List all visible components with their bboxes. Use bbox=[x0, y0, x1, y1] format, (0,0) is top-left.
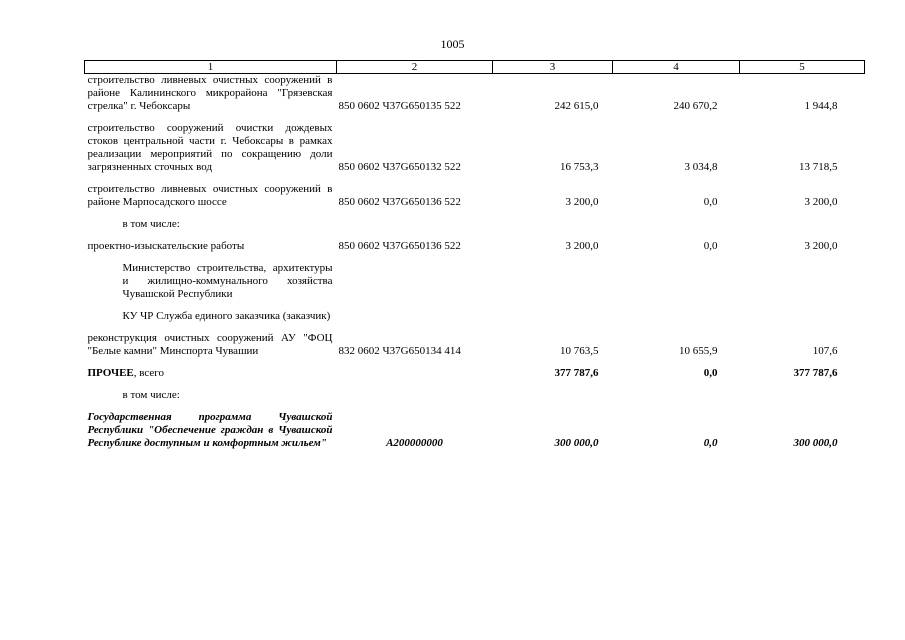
table-row bbox=[85, 262, 865, 301]
row-code: 832 0602 Ч37G650134 414 bbox=[338, 345, 461, 357]
row-code: 850 0602 Ч37G650136 522 bbox=[338, 240, 461, 252]
row-value-col3: 10 763,5 bbox=[560, 345, 599, 357]
row-value-col3: 16 753,3 bbox=[560, 161, 599, 173]
row-value-col4: 0,0 bbox=[703, 196, 718, 208]
row-value-col4: 10 655,9 bbox=[679, 345, 718, 357]
row-code: А200000000 bbox=[386, 437, 443, 449]
row-value-col4: 240 670,2 bbox=[673, 100, 718, 112]
table-row bbox=[85, 183, 865, 209]
table-row bbox=[85, 240, 865, 253]
row-value-col3: 3 200,0 bbox=[565, 196, 599, 208]
row-code: 850 0602 Ч37G650135 522 bbox=[338, 100, 461, 112]
table-row bbox=[85, 122, 865, 174]
row-value-col4: 3 034,8 bbox=[684, 161, 718, 173]
row-value-col5: 300 000,0 bbox=[793, 437, 838, 449]
column-header: 5 bbox=[740, 61, 865, 74]
row-value-col5: 3 200,0 bbox=[804, 196, 838, 208]
table-row bbox=[85, 74, 865, 114]
row-description: КУ ЧР Служба единого заказчика (заказчик) bbox=[122, 310, 331, 322]
table-row bbox=[85, 389, 865, 402]
row-description: Государственная программа Чувашской Республики "Обеспечение граждан в Чувашской Республике доступным и комфортным жильем" bbox=[87, 411, 333, 449]
row-value-col5: 13 718,5 bbox=[799, 161, 838, 173]
row-value-col4: 0,0 bbox=[703, 240, 718, 252]
row-value-col5: 1 944,8 bbox=[804, 100, 838, 112]
row-description: строительство ливневых очистных сооружений в районе Марпосадского шоссе bbox=[87, 183, 333, 208]
row-description bbox=[85, 367, 337, 380]
row-description: строительство ливневых очистных сооружений в районе Калининского микрорайона "Грязевская стрелка" г. Чебоксары bbox=[87, 74, 333, 112]
row-description: реконструкция очистных сооружений АУ "ФОЦ "Белые камни" Минспорта Чувашии bbox=[87, 332, 333, 357]
column-header: 1 bbox=[85, 61, 337, 74]
section-title: ПРОЧЕЕ bbox=[87, 367, 134, 379]
row-description: строительство сооружений очистки дождевых стоков центральной части г. Чебоксары в рамках реализации мероприятий по сокращению доли загрязненных сточных вод bbox=[87, 122, 333, 173]
row-value-col5: 107,6 bbox=[812, 345, 838, 357]
row-code: 850 0602 Ч37G650132 522 bbox=[338, 161, 461, 173]
table-row bbox=[85, 310, 865, 323]
row-description: проектно-изыскательские работы bbox=[87, 240, 245, 252]
row-value-col3: 300 000,0 bbox=[554, 437, 599, 449]
table-row bbox=[85, 411, 865, 450]
row-value-col3: 3 200,0 bbox=[565, 240, 599, 252]
column-header: 3 bbox=[493, 61, 613, 74]
table-row bbox=[85, 367, 865, 380]
row-description: в том числе: bbox=[122, 218, 180, 230]
row-value-col5: 377 787,6 bbox=[793, 367, 838, 379]
row-value-col3: 242 615,0 bbox=[554, 100, 599, 112]
row-value-col4: 0,0 bbox=[703, 437, 718, 449]
row-value-col5: 3 200,0 bbox=[804, 240, 838, 252]
page-number: 1005 bbox=[440, 37, 465, 51]
section-title-suffix: , всего bbox=[133, 367, 165, 379]
row-description: в том числе: bbox=[122, 389, 180, 401]
table-row bbox=[85, 218, 865, 231]
table-header-row bbox=[85, 61, 865, 74]
row-description: Министерство строительства, архитектуры и жилищно-коммунального хозяйства Чувашской Республики bbox=[122, 262, 333, 300]
column-header: 2 bbox=[337, 61, 493, 74]
row-value-col3: 377 787,6 bbox=[554, 367, 599, 379]
column-header: 4 bbox=[613, 61, 740, 74]
table-row bbox=[85, 332, 865, 358]
row-value-col4: 0,0 bbox=[703, 367, 718, 379]
row-code: 850 0602 Ч37G650136 522 bbox=[338, 196, 461, 208]
budget-table bbox=[84, 60, 865, 450]
